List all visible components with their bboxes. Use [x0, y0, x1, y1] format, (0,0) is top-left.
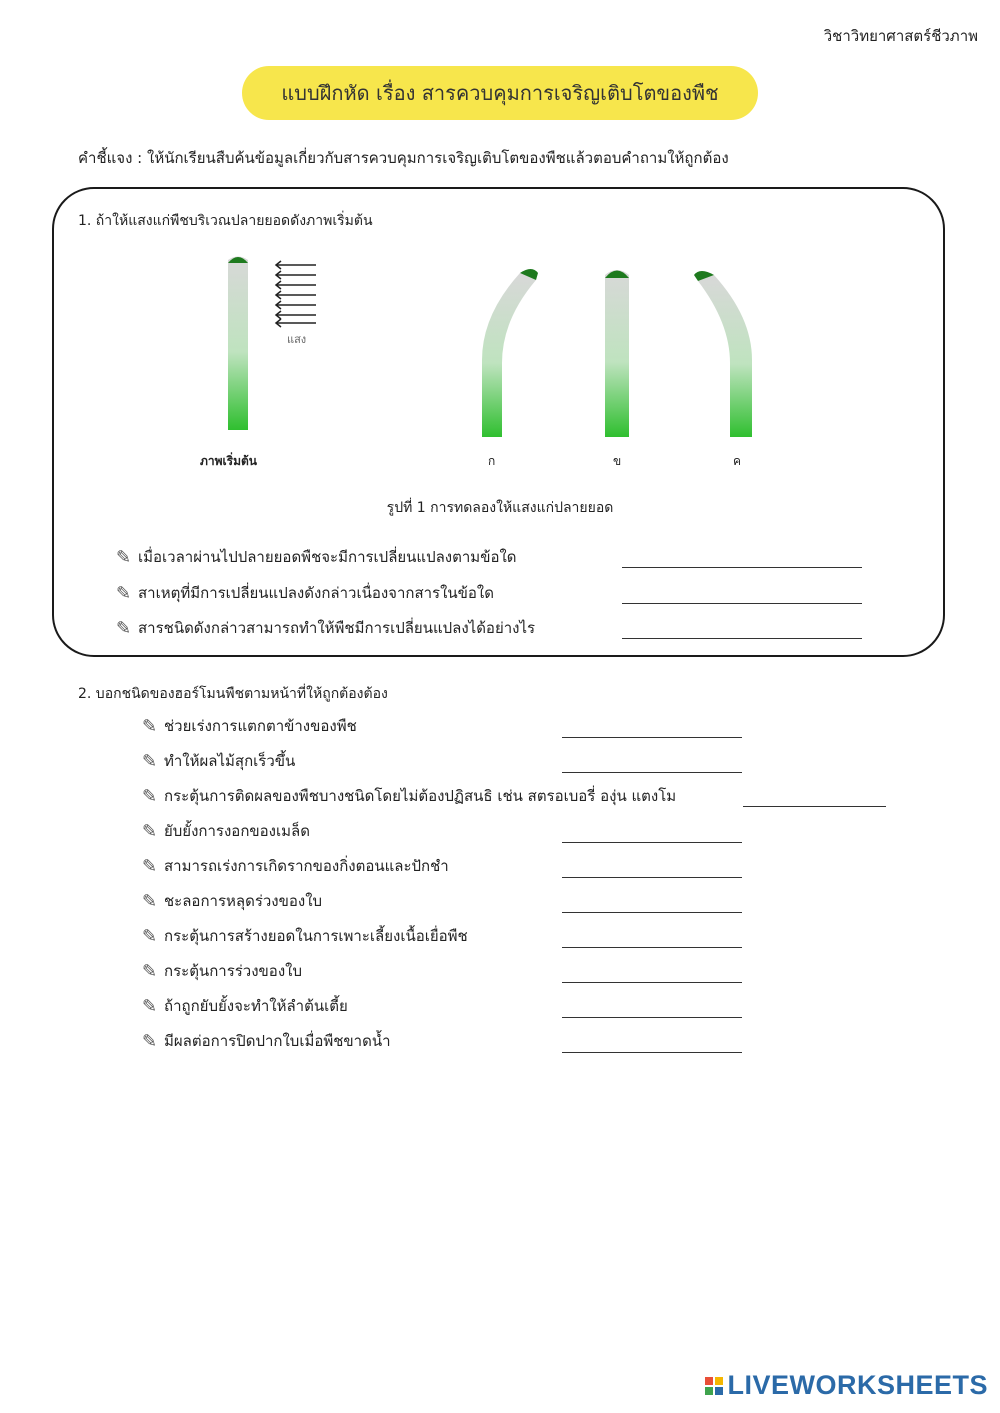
q1-answer-line[interactable]	[622, 638, 862, 639]
q1-item-text: เมื่อเวลาผ่านไปปลายยอดพืชจะมีการเปลี่ยนแปลงตามข้อใด	[138, 548, 517, 566]
pencil-icon: ✎	[142, 995, 158, 1017]
q1-item-text: สาเหตุที่มีการเปลี่ยนแปลงดังกล่าวเนื่องจากสารในข้อใด	[138, 584, 494, 602]
q2-item	[142, 959, 302, 983]
q2-item-text: ทำให้ผลไม้สุกเร็วขึ้น	[164, 752, 296, 770]
q2-answer-line[interactable]	[562, 737, 742, 738]
q2-item	[142, 784, 676, 808]
liveworksheets-logo[interactable]	[705, 1370, 988, 1401]
label-c: ค	[733, 454, 742, 468]
pencil-icon: ✎	[142, 820, 158, 842]
q1-item	[116, 581, 494, 605]
worksheet-title	[242, 66, 758, 120]
q2-item-text: ช่วยเร่งการแตกตาข้างของพืช	[164, 717, 357, 735]
q2-item-text: กระตุ้นการสร้างยอดในการเพาะเลี้ยงเนื้อเยื่อพืช	[164, 927, 468, 945]
q2-answer-line[interactable]	[562, 947, 742, 948]
q2-answer-line[interactable]	[562, 877, 742, 878]
q2-item	[142, 749, 295, 773]
shoot-a	[482, 269, 538, 437]
q2-item-text: ถ้าถูกยับยั้งจะทำให้ลำต้นเตี้ย	[164, 997, 348, 1015]
shoot-b	[605, 270, 629, 437]
start-label: ภาพเริ่มต้น	[200, 454, 258, 468]
pencil-icon: ✎	[142, 785, 158, 807]
shoot-experiment-figure	[180, 245, 800, 475]
q2-item-text: สามารถเร่งการเกิดรากของกิ่งตอนและปักชำ	[164, 857, 449, 875]
question1-prompt: 1. ถ้าให้แสงแก่พืชบริเวณปลายยอดดังภาพเริ่มต้น	[78, 213, 373, 229]
q2-item	[142, 714, 357, 738]
q2-answer-line[interactable]	[562, 982, 742, 983]
q2-item-text: มีผลต่อการปิดปากใบเมื่อพืชขาดน้ำ	[164, 1032, 391, 1050]
shoot-c	[694, 271, 752, 437]
q2-item-text: กระตุ้นการร่วงของใบ	[164, 962, 302, 980]
pencil-icon: ✎	[116, 546, 132, 568]
q2-item-text: กระตุ้นการติดผลของพืชบางชนิดโดยไม่ต้องปฏิสนธิ เช่น สตรอเบอรี่ องุ่น แตงโม	[164, 787, 677, 805]
liveworksheets-logo-icon	[705, 1377, 723, 1395]
label-a: ก	[488, 454, 496, 468]
instruction-text: คำชี้แจง : ให้นักเรียนสืบค้นข้อมูลเกี่ยวกับสารควบคุมการเจริญเติบโตของพืชแล้วตอบคำถามให้ถูกต้อง	[78, 149, 729, 167]
q2-answer-line[interactable]	[562, 1017, 742, 1018]
pencil-icon: ✎	[142, 890, 158, 912]
q2-answer-line[interactable]	[562, 772, 742, 773]
pencil-icon: ✎	[142, 715, 158, 737]
q2-item	[142, 1029, 391, 1053]
start-shoot	[228, 257, 248, 431]
figure-caption: รูปที่ 1 การทดลองให้แสงแก่ปลายยอด	[386, 500, 614, 516]
pencil-icon: ✎	[142, 855, 158, 877]
q2-item	[142, 924, 468, 948]
q2-answer-line[interactable]	[562, 912, 742, 913]
label-b: ข	[613, 454, 622, 468]
q2-item	[142, 889, 322, 913]
q2-item-text: ชะลอการหลุดร่วงของใบ	[164, 892, 323, 910]
light-label: แสง	[287, 333, 307, 346]
q1-item	[116, 545, 517, 569]
subject-label: วิชาวิทยาศาสตร์ชีวภาพ	[823, 27, 978, 45]
q1-item-text: สารชนิดดังกล่าวสามารถทำให้พืชมีการเปลี่ยนแปลงได้อย่างไร	[138, 619, 536, 637]
pencil-icon: ✎	[142, 1030, 158, 1052]
pencil-icon: ✎	[142, 750, 158, 772]
light-arrows	[276, 261, 316, 327]
question2-prompt: 2. บอกชนิดของฮอร์โมนพืชตามหน้าที่ให้ถูกต้องต้อง	[78, 686, 388, 702]
q1-answer-line[interactable]	[622, 603, 862, 604]
q2-answer-line[interactable]	[562, 842, 742, 843]
q1-item	[116, 616, 535, 640]
q2-item	[142, 994, 348, 1018]
worksheet-title-text: แบบฝึกหัด เรื่อง สารควบคุมการเจริญเติบโตของพืช	[281, 81, 719, 105]
pencil-icon: ✎	[142, 925, 158, 947]
q2-answer-line[interactable]	[743, 806, 886, 807]
q2-answer-line[interactable]	[562, 1052, 742, 1053]
liveworksheets-logo-text: LIVEWORKSHEETS	[727, 1370, 988, 1400]
pencil-icon: ✎	[116, 617, 132, 639]
q1-answer-line[interactable]	[622, 567, 862, 568]
q2-item	[142, 819, 310, 843]
pencil-icon: ✎	[142, 960, 158, 982]
q2-item-text: ยับยั้งการงอกของเมล็ด	[164, 822, 310, 840]
pencil-icon: ✎	[116, 582, 132, 604]
q2-item	[142, 854, 449, 878]
